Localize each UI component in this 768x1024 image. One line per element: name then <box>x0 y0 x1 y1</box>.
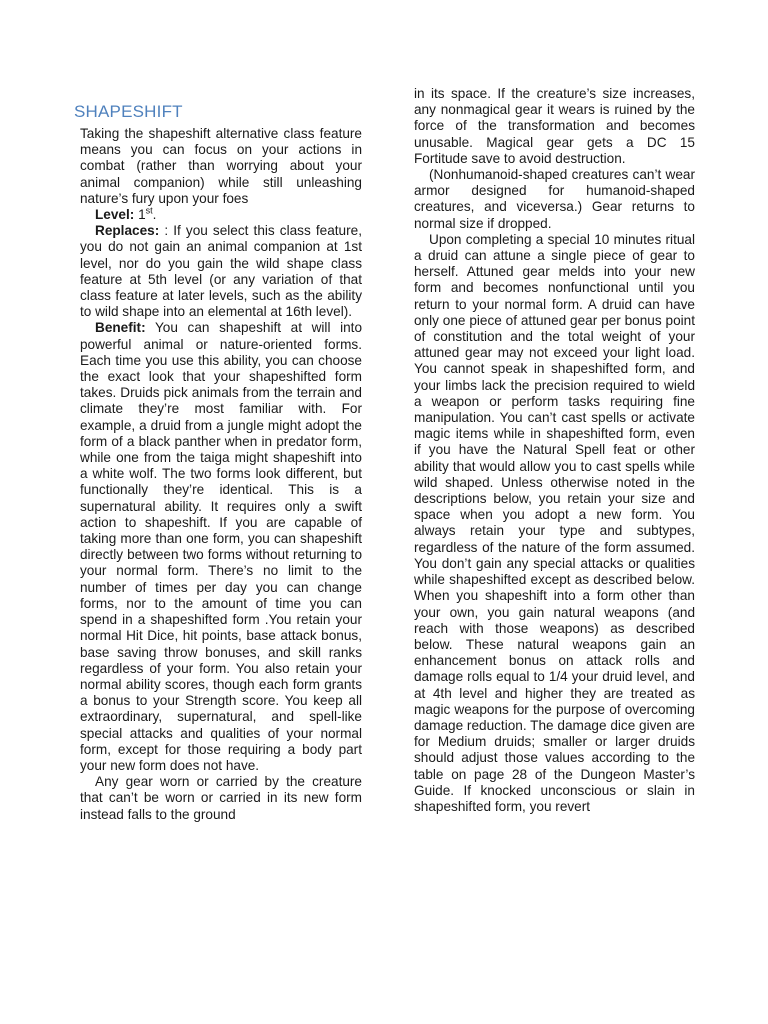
level-suffix: st <box>145 205 153 216</box>
left-column <box>80 126 362 823</box>
level-label: Level: <box>95 207 135 223</box>
gear-paragraph-start: Any gear worn or carried by the creature that can’t be worn or carried in its new form instead falls to the ground <box>80 774 362 822</box>
intro-paragraph: Taking the shapeshift alternative class feature means you can focus on your actions in combat (rather than worrying about your animal companion) while still unleashing nature’s fury upon your foes <box>80 126 362 206</box>
level-value: 1 <box>138 207 146 223</box>
gear-paragraph-continued: in its space. If the creature’s size increases, any nonmagical gear it wears is ruined by the force of the transformation and becomes unusable. Magical gear gets a DC 15 Fortitude save to avoid destruction. <box>414 86 695 166</box>
armor-paragraph: (Nonhumanoid-shaped creatures can’t wear armor designed for humanoid-shaped creatures, and viceversa.) Gear returns to normal size if dropped. <box>414 167 695 231</box>
level-line <box>80 207 362 223</box>
right-column <box>414 86 695 815</box>
replaces-paragraph <box>80 223 362 320</box>
replaces-label: Replaces: <box>95 223 160 239</box>
level-period: . <box>152 207 157 223</box>
benefit-paragraph <box>80 320 362 774</box>
benefit-text: You can shapeshift at will into powerful animal or nature-oriented forms. Each time you use this ability, you can choose the exact look that your shapeshifted form takes. Druids pick animals from the terrain and climate they’re most familiar with. For example, a druid from a jungle might adopt the form of a black panther when in predator form, while one from the taiga might shapeshift into a white wolf. The two forms look different, but functionally they’re identical. This is a supernatural ability. It requires only a swift action to shapeshift. If you are capable of taking more than one form, you can shapeshift directly between two forms without returning to your normal form. There’s no limit to the number of times per day you can change forms, nor to the amount of time you can spend in a shapeshifted form .You retain your normal Hit Dice, hit points, base attack bonus, base saving throw bonuses, and skill ranks regardless of your form. You also retain your normal ability scores, though each form grants a bonus to your Strength score. You keep all extraordinary, supernatural, and spell-like special attacks and qualities of your normal form, except for those requiring a body part your new form does not have. <box>80 320 363 773</box>
benefit-label: Benefit: <box>95 320 146 336</box>
replaces-text: : If you select this class feature, you do not gain an animal companion at 1st level, nor do you gain the wild shape class feature at 5th level (or any variation of that class feature at later levels, such as the ability to wild shape into an elemental at 16th level). <box>80 223 362 320</box>
ritual-paragraph: Upon completing a special 10 minutes ritual a druid can attune a single piece of gear to herself. Attuned gear melds into your new form and becomes nonfunctional until you return to your normal form. A druid can have only one piece of attuned gear per bonus point of constitution and the total weight of your attuned gear may not exceed your light load. You cannot speak in shapeshifted form, and your limbs lack the precision required to wield a weapon or perform tasks requiring fine manipulation. You can’t cast spells or activate magic items while in shapeshifted form, even if you have the Natural Spell feat or other ability that would allow you to cast spells while wild shaped. Unless otherwise noted in the descriptions below, you retain your size and space when you adopt a new form. You always retain your type and subtypes, regardless of the nature of the form assumed. You don’t gain any special attacks or qualities while shapeshifted except as described below. When you shapeshift into a form other than your own, you gain natural weapons (and reach with those weapons) as described below. These natural weapons gain an enhancement bonus on attack rolls and damage rolls equal to 1/4 your druid level, and at 4th level and higher they are treated as magic weapons for the purpose of overcoming damage reduction. The damage dice given are for Medium druids; smaller or larger druids should adjust those values according to the table on page 28 of the Dungeon Master’s Guide. If knocked unconscious or slain in shapeshifted form, you revert <box>414 231 695 814</box>
section-heading: SHAPESHIFT <box>74 102 183 121</box>
